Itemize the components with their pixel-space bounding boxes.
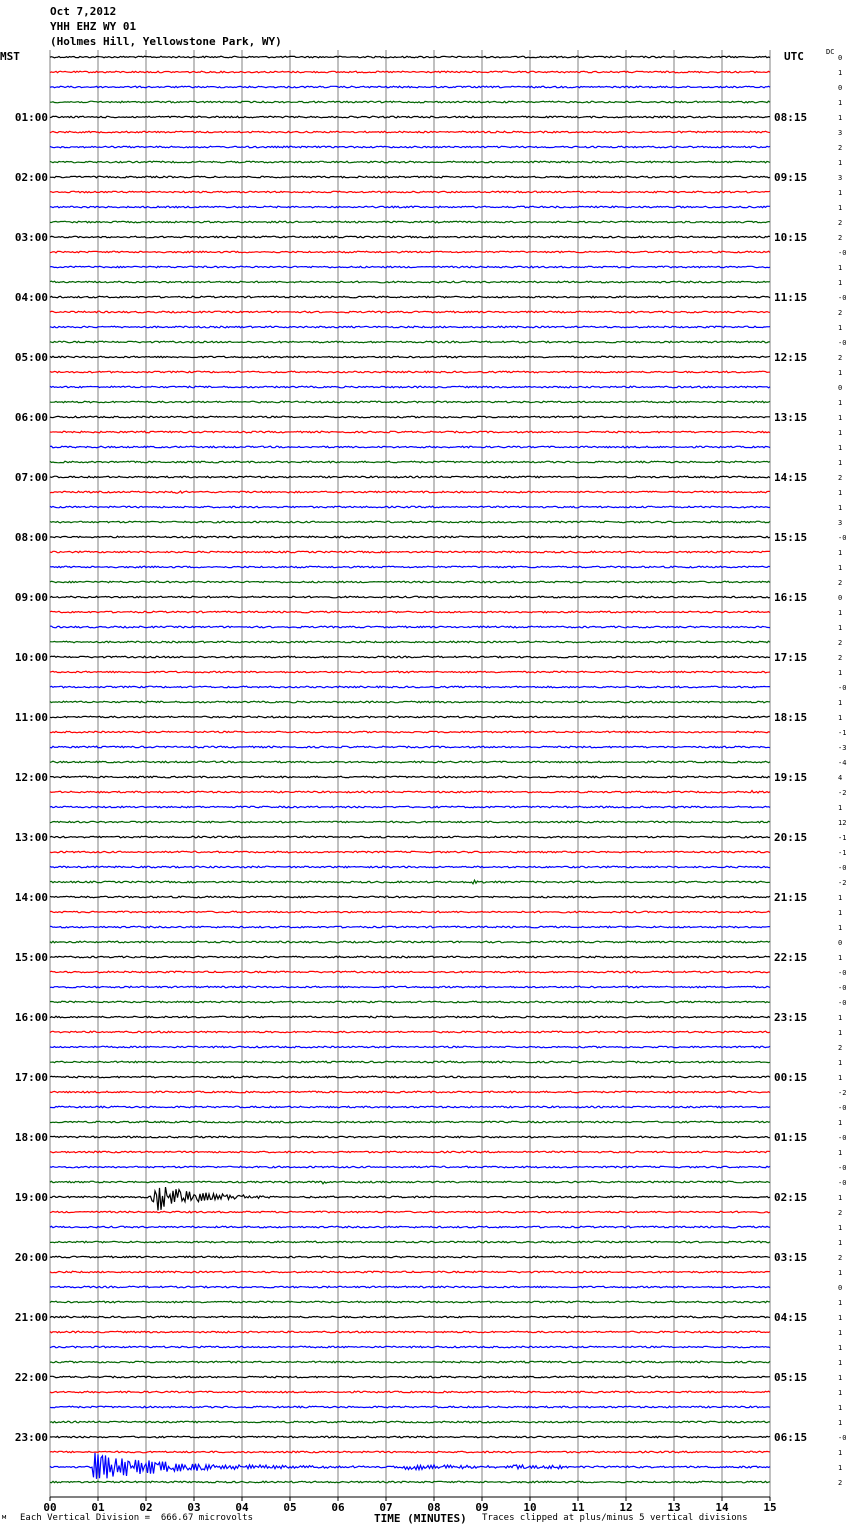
- trace-line: [50, 1106, 770, 1108]
- left-time-label: 23:00: [14, 1431, 48, 1444]
- dc-offset-label: 2: [838, 234, 843, 242]
- dc-offset-label: 1: [838, 804, 843, 812]
- dc-offset-label: 1: [838, 894, 843, 902]
- dc-offset-label: 1: [838, 714, 843, 722]
- dc-offset-label: 1: [838, 1374, 843, 1382]
- trace-line: [50, 116, 770, 118]
- trace-line: [50, 266, 770, 268]
- dc-offset-label: 1: [838, 114, 843, 122]
- dc-offset-label: 1: [838, 399, 843, 407]
- dc-offset-label: 1: [838, 669, 843, 677]
- right-axis-label: UTC: [784, 50, 804, 63]
- dc-offset-label: 1: [838, 324, 843, 332]
- dc-offset-label: 1: [838, 444, 843, 452]
- trace-line: [50, 1271, 770, 1273]
- trace-line: [50, 686, 770, 688]
- trace-line: [50, 1121, 770, 1123]
- dc-offset-label: 2: [838, 219, 843, 227]
- trace-line: [50, 626, 770, 628]
- trace-line: [50, 1211, 770, 1213]
- dc-offset-label: 1: [838, 1224, 843, 1232]
- dc-offset-label: -0: [838, 1434, 847, 1442]
- dc-offset-label: 0: [838, 1284, 843, 1292]
- dc-offset-label: -0: [838, 294, 847, 302]
- x-tick-label: 01: [91, 1501, 105, 1514]
- dc-offset-label: -2: [838, 1089, 847, 1097]
- dc-offset-label: 1: [838, 1239, 843, 1247]
- dc-offset-label: -0: [838, 1134, 847, 1142]
- trace-line: [50, 791, 770, 794]
- trace-line: [50, 221, 770, 223]
- dc-offset-label: -1: [838, 729, 847, 737]
- left-time-label: 10:00: [14, 651, 48, 664]
- left-time-label: 14:00: [14, 891, 48, 904]
- right-time-label: 04:15: [774, 1311, 808, 1324]
- left-time-label: 07:00: [14, 471, 48, 484]
- dc-offset-label: 2: [838, 309, 843, 317]
- dc-offset-label: 1: [838, 924, 843, 932]
- dc-offset-label: 1: [838, 1344, 843, 1352]
- right-time-label: 01:15: [774, 1131, 808, 1144]
- dc-offset-label: 2: [838, 1044, 843, 1052]
- left-time-label: 12:00: [14, 771, 48, 784]
- dc-offset-label: -0: [838, 534, 847, 542]
- trace-line: [50, 581, 770, 583]
- trace-line: [50, 1091, 770, 1093]
- right-time-label: 13:15: [774, 411, 808, 424]
- trace-line: [50, 476, 770, 478]
- dc-offset-label: 1: [838, 624, 843, 632]
- dc-offset-label: 1: [838, 1419, 843, 1427]
- trace-line: [50, 176, 770, 178]
- dc-offset-label: 1: [838, 549, 843, 557]
- x-tick-label: 07: [379, 1501, 393, 1514]
- trace-line: [50, 761, 770, 763]
- trace-line: [50, 880, 770, 884]
- dc-offset-label: 0: [838, 84, 843, 92]
- dc-offset-label: 0: [838, 594, 843, 602]
- dc-offset-label: 1: [838, 609, 843, 617]
- right-time-label: 05:15: [774, 1371, 808, 1384]
- x-tick-label: 10: [523, 1501, 537, 1514]
- left-time-label: 08:00: [14, 531, 48, 544]
- trace-line: [50, 206, 770, 208]
- right-time-label: 02:15: [774, 1191, 808, 1204]
- trace-line: [50, 1391, 770, 1393]
- dc-offset-label: 3: [838, 174, 843, 182]
- trace-line: [50, 131, 770, 133]
- left-time-label: 03:00: [14, 231, 48, 244]
- trace-line: [50, 971, 770, 973]
- trace-line: [50, 821, 770, 823]
- trace-line: [50, 71, 770, 73]
- dc-offset-label: 1: [838, 1269, 843, 1277]
- right-time-label: 21:15: [774, 891, 808, 904]
- right-time-label: 08:15: [774, 111, 808, 124]
- trace-line: [50, 611, 770, 613]
- dc-offset-label: 2: [838, 1254, 843, 1262]
- dc-offset-label: 2: [838, 1479, 843, 1487]
- trace-line: [50, 1256, 770, 1258]
- left-axis-label: MST: [0, 50, 20, 63]
- x-tick-label: 09: [475, 1501, 489, 1514]
- dc-offset-label: -0: [838, 684, 847, 692]
- x-tick-label: 00: [43, 1501, 57, 1514]
- trace-line: [50, 1226, 770, 1228]
- trace-line: [50, 371, 770, 373]
- trace-line: [50, 1241, 770, 1243]
- dc-offset-label: 0: [838, 54, 843, 62]
- trace-line: [50, 551, 770, 553]
- dc-offset-label: 2: [838, 639, 843, 647]
- right-time-label: 11:15: [774, 291, 808, 304]
- trace-line: [50, 1301, 770, 1303]
- dc-offset-label: 1: [838, 1404, 843, 1412]
- trace-line: [50, 656, 770, 658]
- trace-line: [50, 1376, 770, 1378]
- trace-line: [50, 1166, 770, 1168]
- right-time-label: 17:15: [774, 651, 808, 664]
- trace-line: [50, 566, 770, 568]
- left-time-label: 20:00: [14, 1251, 48, 1264]
- trace-line: [50, 416, 770, 418]
- dc-offset-label: -0: [838, 984, 847, 992]
- left-time-label: 15:00: [14, 951, 48, 964]
- dc-offset-label: -0: [838, 969, 847, 977]
- dc-offset-label: 4: [838, 774, 843, 782]
- right-time-label: 06:15: [774, 1431, 808, 1444]
- dc-offset-label: 1: [838, 279, 843, 287]
- trace-line: [50, 926, 770, 928]
- dc-offset-label: 2: [838, 354, 843, 362]
- trace-line: [50, 446, 770, 448]
- x-tick-label: 12: [619, 1501, 633, 1514]
- trace-line: [50, 1001, 770, 1003]
- x-tick-label: 04: [235, 1501, 249, 1514]
- dc-offset-label: 2: [838, 144, 843, 152]
- dc-offset-label: 12: [838, 819, 847, 827]
- dc-offset-label: 1: [838, 99, 843, 107]
- trace-line: [50, 536, 770, 538]
- right-time-label: 12:15: [774, 351, 808, 364]
- dc-offset-label: 1: [838, 414, 843, 422]
- dc-offset-label: -0: [838, 1179, 847, 1187]
- dc-offset-label: -2: [838, 879, 847, 887]
- dc-offset-label: 1: [838, 159, 843, 167]
- trace-line: [50, 161, 770, 163]
- dc-offset-label: 3: [838, 129, 843, 137]
- trace-line: [50, 1316, 770, 1318]
- dc-offset-label: 1: [838, 1314, 843, 1322]
- trace-line: [50, 296, 770, 298]
- dc-offset-label: 0: [838, 384, 843, 392]
- trace-line: [50, 401, 770, 403]
- dc-offset-label: 1: [838, 369, 843, 377]
- dc-offset-label: -1: [838, 849, 847, 857]
- x-tick-label: 15: [763, 1501, 777, 1514]
- trace-line: [50, 836, 770, 838]
- right-time-label: 20:15: [774, 831, 808, 844]
- trace-line: [50, 101, 770, 103]
- dc-offset-label: 1: [838, 69, 843, 77]
- dc-offset-label: 2: [838, 654, 843, 662]
- trace-line: [50, 236, 770, 238]
- dc-offset-label: 1: [838, 1329, 843, 1337]
- left-time-label: 21:00: [14, 1311, 48, 1324]
- dc-offset-label: 1: [838, 564, 843, 572]
- left-time-label: 19:00: [14, 1191, 48, 1204]
- trace-line: [50, 1076, 770, 1078]
- trace-line: [50, 146, 770, 148]
- left-time-label: 06:00: [14, 411, 48, 424]
- trace-line: [50, 1031, 770, 1033]
- dc-offset-label: 0: [838, 939, 843, 947]
- header-station: YHH EHZ WY 01: [50, 20, 137, 33]
- trace-line: [50, 326, 770, 328]
- x-tick-label: 02: [139, 1501, 153, 1514]
- dc-offset-label: 1: [838, 264, 843, 272]
- dc-label: DC: [826, 48, 835, 56]
- scale-note: Each Vertical Division = 666.67 microvolts: [20, 1513, 253, 1523]
- trace-line: [50, 1151, 770, 1153]
- trace-line: [50, 461, 770, 463]
- dc-offset-label: 1: [838, 204, 843, 212]
- dc-offset-label: 3: [838, 519, 843, 527]
- dc-offset-label: 1: [838, 699, 843, 707]
- right-time-label: 19:15: [774, 771, 808, 784]
- trace-line: [50, 911, 770, 913]
- right-time-label: 00:15: [774, 1071, 808, 1084]
- right-time-label: 22:15: [774, 951, 808, 964]
- left-time-label: 17:00: [14, 1071, 48, 1084]
- dc-offset-label: 1: [838, 504, 843, 512]
- right-time-label: 15:15: [774, 531, 808, 544]
- trace-line: [50, 341, 770, 343]
- trace-line: [50, 281, 770, 283]
- trace-line: [50, 641, 770, 643]
- dc-offset-label: 1: [838, 1119, 843, 1127]
- trace-line: [50, 806, 770, 808]
- right-time-label: 09:15: [774, 171, 808, 184]
- trace-line: [50, 311, 770, 313]
- left-time-label: 05:00: [14, 351, 48, 364]
- trace-line: [50, 1136, 770, 1138]
- right-time-label: 03:15: [774, 1251, 808, 1264]
- trace-line: [50, 941, 770, 943]
- trace-line: [50, 866, 770, 868]
- dc-offset-label: 1: [838, 1389, 843, 1397]
- right-time-label: 10:15: [774, 231, 808, 244]
- dc-offset-label: 1: [838, 1014, 843, 1022]
- dc-offset-label: 1: [838, 429, 843, 437]
- dc-offset-label: -2: [838, 789, 847, 797]
- x-tick-label: 13: [667, 1501, 681, 1514]
- trace-line: [50, 1046, 770, 1048]
- dc-offset-label: 1: [838, 1449, 843, 1457]
- right-time-label: 16:15: [774, 591, 808, 604]
- dc-offset-label: 2: [838, 1209, 843, 1217]
- trace-line: [50, 86, 770, 88]
- footer-mark: м: [2, 1513, 7, 1521]
- trace-line: [50, 1181, 770, 1184]
- trace-line: [50, 356, 770, 358]
- trace-line: [50, 596, 770, 598]
- dc-offset-label: -3: [838, 744, 847, 752]
- dc-offset-label: 1: [838, 189, 843, 197]
- trace-line: [50, 56, 770, 58]
- trace-line: [50, 1286, 770, 1288]
- trace-line: [50, 431, 770, 433]
- left-time-label: 09:00: [14, 591, 48, 604]
- left-time-label: 22:00: [14, 1371, 48, 1384]
- dc-offset-label: 1: [838, 489, 843, 497]
- x-tick-label: 11: [571, 1501, 585, 1514]
- x-axis-title: TIME (MINUTES): [374, 1512, 467, 1525]
- trace-line: [50, 731, 770, 733]
- dc-offset-label: 2: [838, 474, 843, 482]
- left-time-label: 02:00: [14, 171, 48, 184]
- dc-offset-label: 1: [838, 909, 843, 917]
- trace-line: [50, 1331, 770, 1333]
- left-time-label: 18:00: [14, 1131, 48, 1144]
- trace-line: [50, 506, 770, 508]
- dc-offset-label: 1: [838, 1029, 843, 1037]
- dc-offset-label: -0: [838, 1164, 847, 1172]
- trace-line: [50, 1436, 770, 1438]
- left-time-label: 16:00: [14, 1011, 48, 1024]
- trace-line: [50, 191, 770, 193]
- trace-line: [50, 491, 770, 493]
- dc-offset-label: -0: [838, 1104, 847, 1112]
- dc-offset-label: -4: [838, 759, 847, 767]
- dc-offset-label: -0: [838, 864, 847, 872]
- right-time-label: 14:15: [774, 471, 808, 484]
- dc-offset-label: 1: [838, 1299, 843, 1307]
- dc-offset-label: -0: [838, 339, 847, 347]
- left-time-label: 13:00: [14, 831, 48, 844]
- dc-offset-label: 1: [838, 459, 843, 467]
- left-time-label: 04:00: [14, 291, 48, 304]
- trace-line: [50, 776, 770, 778]
- dc-offset-label: 1: [838, 954, 843, 962]
- x-tick-label: 08: [427, 1501, 441, 1514]
- header-date: Oct 7,2012: [50, 5, 117, 18]
- trace-line: [50, 1421, 770, 1423]
- dc-offset-label: 1: [838, 1359, 843, 1367]
- trace-line: [50, 1346, 770, 1348]
- trace-line: [50, 1451, 770, 1453]
- trace-line: [50, 1187, 770, 1210]
- trace-line: [50, 1481, 770, 1483]
- trace-line: [50, 1016, 770, 1018]
- trace-line: [50, 746, 770, 748]
- trace-line: [50, 896, 770, 898]
- trace-line: [50, 1453, 770, 1479]
- trace-line: [50, 1361, 770, 1363]
- trace-line: [50, 386, 770, 388]
- dc-offset-label: -0: [838, 999, 847, 1007]
- dc-offset-label: 1: [838, 1464, 843, 1472]
- dc-offset-label: 1: [838, 1059, 843, 1067]
- clip-note: Traces clipped at plus/minus 5 vertical divisions: [482, 1513, 748, 1523]
- right-time-label: 18:15: [774, 711, 808, 724]
- dc-offset-label: 1: [838, 1074, 843, 1082]
- trace-line: [50, 716, 770, 718]
- x-tick-label: 06: [331, 1501, 345, 1514]
- right-time-label: 23:15: [774, 1011, 808, 1024]
- x-tick-label: 03: [187, 1501, 201, 1514]
- trace-line: [50, 521, 770, 523]
- trace-line: [50, 251, 770, 253]
- trace-line: [50, 1061, 770, 1063]
- dc-offset-label: -1: [838, 834, 847, 842]
- left-time-label: 11:00: [14, 711, 48, 724]
- dc-offset-label: 1: [838, 1194, 843, 1202]
- x-tick-label: 05: [283, 1501, 297, 1514]
- dc-offset-label: 2: [838, 579, 843, 587]
- trace-line: [50, 671, 770, 673]
- dc-offset-label: -0: [838, 249, 847, 257]
- trace-line: [50, 986, 770, 988]
- trace-line: [50, 701, 770, 703]
- dc-offset-label: 1: [838, 1149, 843, 1157]
- trace-line: [50, 851, 770, 853]
- header-location: (Holmes Hill, Yellowstone Park, WY): [50, 35, 282, 48]
- trace-line: [50, 1406, 770, 1408]
- left-time-label: 01:00: [14, 111, 48, 124]
- trace-line: [50, 956, 770, 958]
- x-tick-label: 14: [715, 1501, 729, 1514]
